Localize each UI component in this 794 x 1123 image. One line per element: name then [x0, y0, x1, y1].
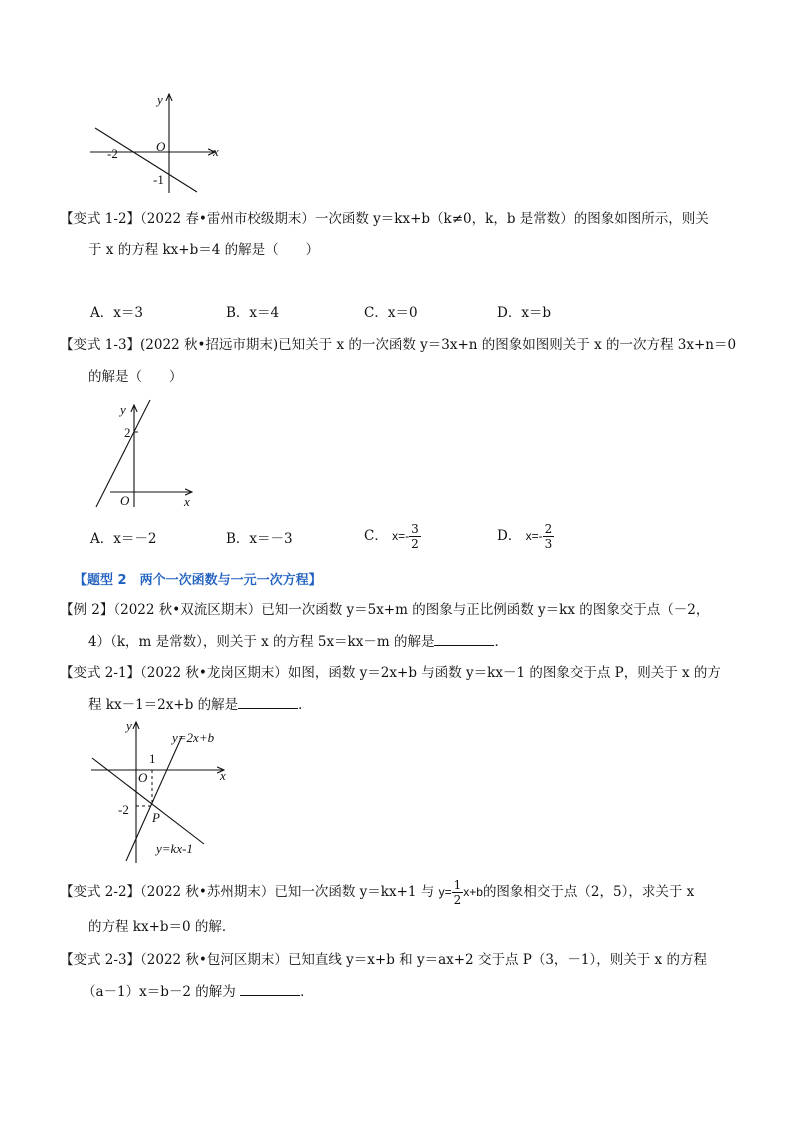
tick-label-neg2: -2 — [118, 802, 129, 817]
option-d[interactable]: D． x=- $\frac{2}{3}$ — [497, 522, 553, 551]
origin-label: O — [120, 493, 130, 508]
question-2-1-text-cont: 程 kx－1＝2x+b 的解是 ． — [88, 697, 312, 713]
option-a[interactable]: A．x＝－2 — [90, 531, 157, 547]
question-2-3-text: 【变式 2-3】（2022 秋•包河区期末）已知直线 y＝x+b 和 y＝ax+2 交于点 P（3，－1），则关于 x 的方程 — [60, 952, 707, 968]
option-b[interactable]: B．x＝4 — [226, 305, 280, 321]
y-intercept-label: 2 — [124, 425, 131, 440]
origin-label: O — [156, 139, 166, 154]
question-1-3-text: 【变式 1-3】(2022 秋•招远市期末)已知关于 x 的一次函数 y＝3x+n 的图象如图则关于 x 的一次方程 3x+n＝0 — [60, 337, 737, 353]
line-label-2x-plus-b: y=2x+b — [172, 730, 215, 745]
option-c[interactable]: C．x＝0 — [364, 305, 418, 321]
option-b[interactable]: B．x＝－3 — [226, 531, 293, 547]
intersection-label: P — [152, 810, 160, 825]
option-d[interactable]: D．x＝b — [497, 305, 552, 321]
option-c[interactable]: C． x=- $\frac{3}{2}$ — [364, 522, 419, 551]
y-axis-label: y — [120, 402, 126, 417]
figure-two-lines — [86, 718, 236, 866]
line-label-kx-minus-1: y=kx-1 — [156, 841, 193, 856]
line-y-kx-minus-1 — [92, 758, 204, 844]
figure-line-graph-1 — [85, 88, 235, 198]
question-2-1-text: 【变式 2-1】（2022 秋•龙岗区期末）如图，函数 y＝2x+b 与函数 y＝kx－1 的图象交于点 P，则关于 x 的方 — [60, 665, 721, 681]
x-axis-label: x — [220, 768, 226, 783]
question-1-3-text-cont: 的解是（ ） — [88, 369, 183, 385]
option-a[interactable]: A．x＝3 — [90, 305, 143, 321]
fraction: $\frac{3}{2}$ — [411, 522, 419, 551]
tick-label-1: 1 — [149, 751, 156, 766]
example-2-text-cont: 4）（k，m 是常数），则关于 x 的方程 5x＝kx－m 的解是 ． — [88, 634, 508, 650]
figure-line-graph-2 — [88, 395, 208, 515]
example-2-text: 【例 2】（2022 秋•双流区期末）已知一次函数 y＝5x+m 的图象与正比例函数 y＝kx 的图象交于点（－2， — [60, 602, 710, 618]
question-2-2-text-cont: 的方程 kx+b＝0 的解． — [88, 919, 236, 935]
fraction: $\frac{2}{3}$ — [544, 522, 553, 551]
section-heading: 【题型 2 两个一次函数与一元一次方程】 — [74, 573, 322, 588]
y-axis-label: y — [126, 718, 132, 733]
answer-blank[interactable] — [240, 983, 300, 996]
question-1-2-text-cont: 于 x 的方程 kx+b＝4 的解是（ ） — [88, 242, 320, 258]
fraction: $\frac{1}{2}$ — [453, 878, 462, 907]
x-intercept-label: -2 — [107, 146, 118, 161]
question-2-3-text-cont: （a－1）x＝b－2 的解为 ． — [82, 984, 314, 1000]
answer-blank[interactable] — [434, 633, 494, 646]
x-axis-label: x — [213, 144, 219, 159]
y-axis-label: y — [157, 92, 163, 107]
answer-blank[interactable] — [238, 696, 298, 709]
question-2-2-text: 【变式 2-2】（2022 秋•苏州期末）已知一次函数 y＝kx+1 与 y= $\frac{1}{2}$ x+b的图象相交于点（2，5），求关于 x — [60, 878, 695, 907]
y-intercept-label: -1 — [153, 172, 164, 187]
x-axis-label: x — [184, 494, 190, 509]
question-1-2-text: 【变式 1-2】（2022 春•雷州市校级期末）一次函数 y＝kx+b（k≠0，k，b 是常数）的图象如图所示，则关 — [60, 211, 709, 227]
origin-label: O — [138, 770, 148, 785]
